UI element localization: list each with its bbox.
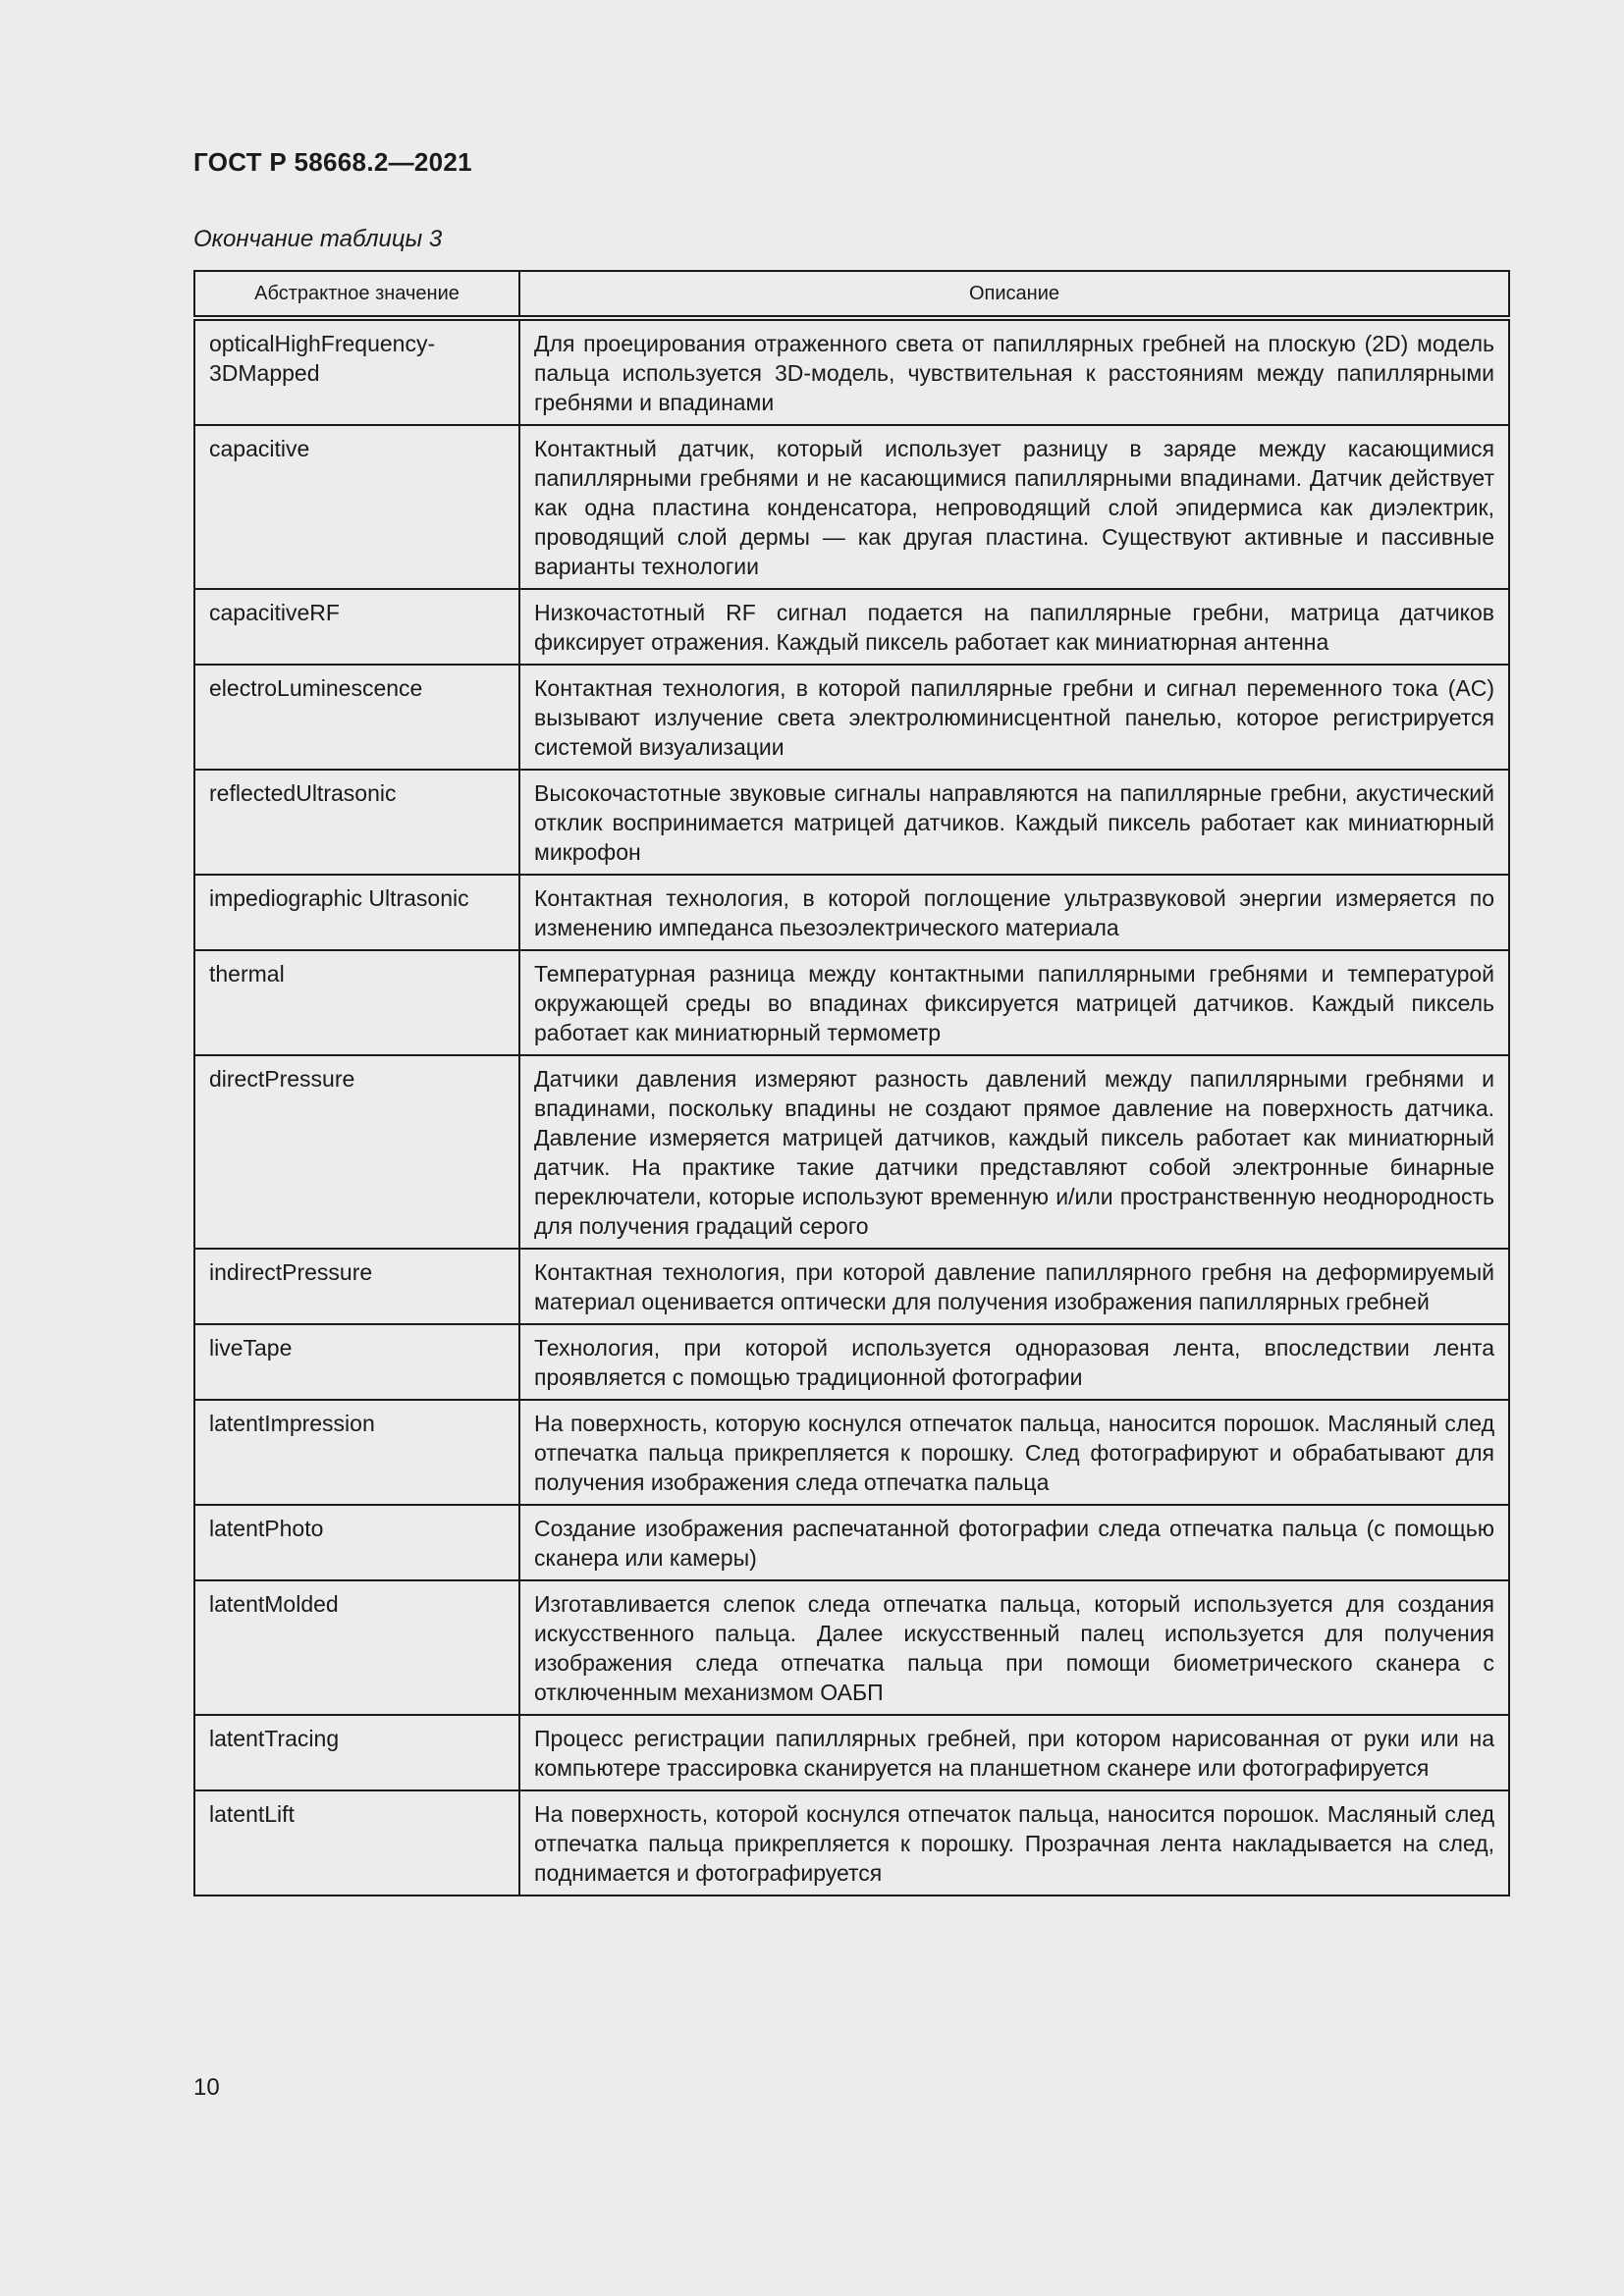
table-row	[194, 1400, 1509, 1505]
abstract-value-cell: impediographic Ultrasonic	[194, 875, 519, 950]
column-header-value: Абстрактное значение	[194, 271, 519, 318]
description-cell: Контактная технология, в которой папиллярные гребни и сигнал переменного тока (AC) вызывают излучение света электролюминисцентной панелью, которое регистрируется системой визуализации	[519, 665, 1509, 770]
description-cell: На поверхность, которую коснулся отпечаток пальца, наносится порошок. Масляный след отпечатка пальца прикрепляется к порошку. След фотографируют и обрабатывают для получения изображения следа отпечатка пальца	[519, 1400, 1509, 1505]
description-cell: Контактная технология, в которой поглощение ультразвуковой энергии измеряется по изменению импеданса пьезоэлектрического материала	[519, 875, 1509, 950]
description-cell: На поверхность, которой коснулся отпечаток пальца, наносится порошок. Масляный след отпечатка пальца прикрепляется к порошку. Прозрачная лента накладывается на след, поднимается и фотографируется	[519, 1790, 1509, 1896]
table-row	[194, 665, 1509, 770]
abstract-value-cell: capacitive	[194, 425, 519, 589]
table-row	[194, 318, 1509, 425]
page-number: 10	[193, 2074, 220, 2101]
abstract-value-cell: opticalHighFrequency- 3DMapped	[194, 318, 519, 425]
description-cell: Контактная технология, при которой давление папиллярного гребня на деформируемый материал оценивается оптически для получения изображения папиллярных гребней	[519, 1249, 1509, 1324]
abstract-value-cell: latentImpression	[194, 1400, 519, 1505]
abstract-value-cell: latentTracing	[194, 1715, 519, 1790]
table-row	[194, 1715, 1509, 1790]
table-row	[194, 1580, 1509, 1715]
table-header-row	[194, 271, 1509, 318]
table-row	[194, 950, 1509, 1055]
description-cell: Низкочастотный RF сигнал подается на папиллярные гребни, матрица датчиков фиксирует отражения. Каждый пиксель работает как миниатюрная антенна	[519, 589, 1509, 665]
abstract-value-cell: electroLuminescence	[194, 665, 519, 770]
abstract-value-cell: indirectPressure	[194, 1249, 519, 1324]
abstract-value-cell: liveTape	[194, 1324, 519, 1400]
table-row	[194, 875, 1509, 950]
table-body	[194, 318, 1509, 1896]
abstract-value-cell: latentMolded	[194, 1580, 519, 1715]
description-cell: Изготавливается слепок следа отпечатка пальца, который используется для создания искусственного пальца. Далее искусственный палец используется для получения изображения следа отпечатка пальца при помощи биометрического сканера с отключенным механизмом ОАБП	[519, 1580, 1509, 1715]
table-row	[194, 589, 1509, 665]
document-code: ГОСТ Р 58668.2—2021	[193, 147, 472, 177]
description-cell: Датчики давления измеряют разность давлений между папиллярными гребнями и впадинами, поскольку впадины не создают прямое давление на поверхность датчика. Давление измеряется матрицей датчиков, каждый пиксель работает как миниатюрный датчик. На практике такие датчики представляют собой электронные бинарные переключатели, которые используют временную и/или пространственную неоднородность для получения градаций серого	[519, 1055, 1509, 1249]
table-row	[194, 425, 1509, 589]
table-row	[194, 1055, 1509, 1249]
abstract-value-cell: directPressure	[194, 1055, 519, 1249]
description-cell: Процесс регистрации папиллярных гребней, при котором нарисованная от руки или на компьютере трассировка сканируется на планшетном сканере или фотографируется	[519, 1715, 1509, 1790]
abstract-value-cell: latentPhoto	[194, 1505, 519, 1580]
description-cell: Создание изображения распечатанной фотографии следа отпечатка пальца (с помощью сканера или камеры)	[519, 1505, 1509, 1580]
description-cell: Технология, при которой используется одноразовая лента, впоследствии лента проявляется с помощью традиционной фотографии	[519, 1324, 1509, 1400]
sensor-technology-table	[193, 270, 1510, 1896]
table-row	[194, 1324, 1509, 1400]
description-cell: Для проецирования отраженного света от папиллярных гребней на плоскую (2D) модель пальца используется 3D-модель, чувствительная к расстояниям между папиллярными гребнями и впадинами	[519, 318, 1509, 425]
abstract-value-cell: thermal	[194, 950, 519, 1055]
table-caption: Окончание таблицы 3	[193, 226, 443, 252]
description-cell: Температурная разница между контактными папиллярными гребнями и температурой окружающей среды во впадинах фиксируется матрицей датчиков. Каждый пиксель работает как миниатюрный термометр	[519, 950, 1509, 1055]
abstract-value-cell: latentLift	[194, 1790, 519, 1896]
table-row	[194, 1790, 1509, 1896]
abstract-value-cell: reflectedUltrasonic	[194, 770, 519, 875]
table-row	[194, 1505, 1509, 1580]
table-row	[194, 1249, 1509, 1324]
description-cell: Высокочастотные звуковые сигналы направляются на папиллярные гребни, акустический отклик воспринимается матрицей датчиков. Каждый пиксель работает как миниатюрный микрофон	[519, 770, 1509, 875]
column-header-description: Описание	[519, 271, 1509, 318]
abstract-value-cell: capacitiveRF	[194, 589, 519, 665]
table-row	[194, 770, 1509, 875]
description-cell: Контактный датчик, который использует разницу в заряде между касающимися папиллярными гребнями и не касающимися папиллярными впадинами. Датчик действует как одна пластина конденсатора, непроводящий слой эпидермиса как диэлектрик, проводящий слой дермы — как другая пластина. Существуют активные и пассивные варианты технологии	[519, 425, 1509, 589]
